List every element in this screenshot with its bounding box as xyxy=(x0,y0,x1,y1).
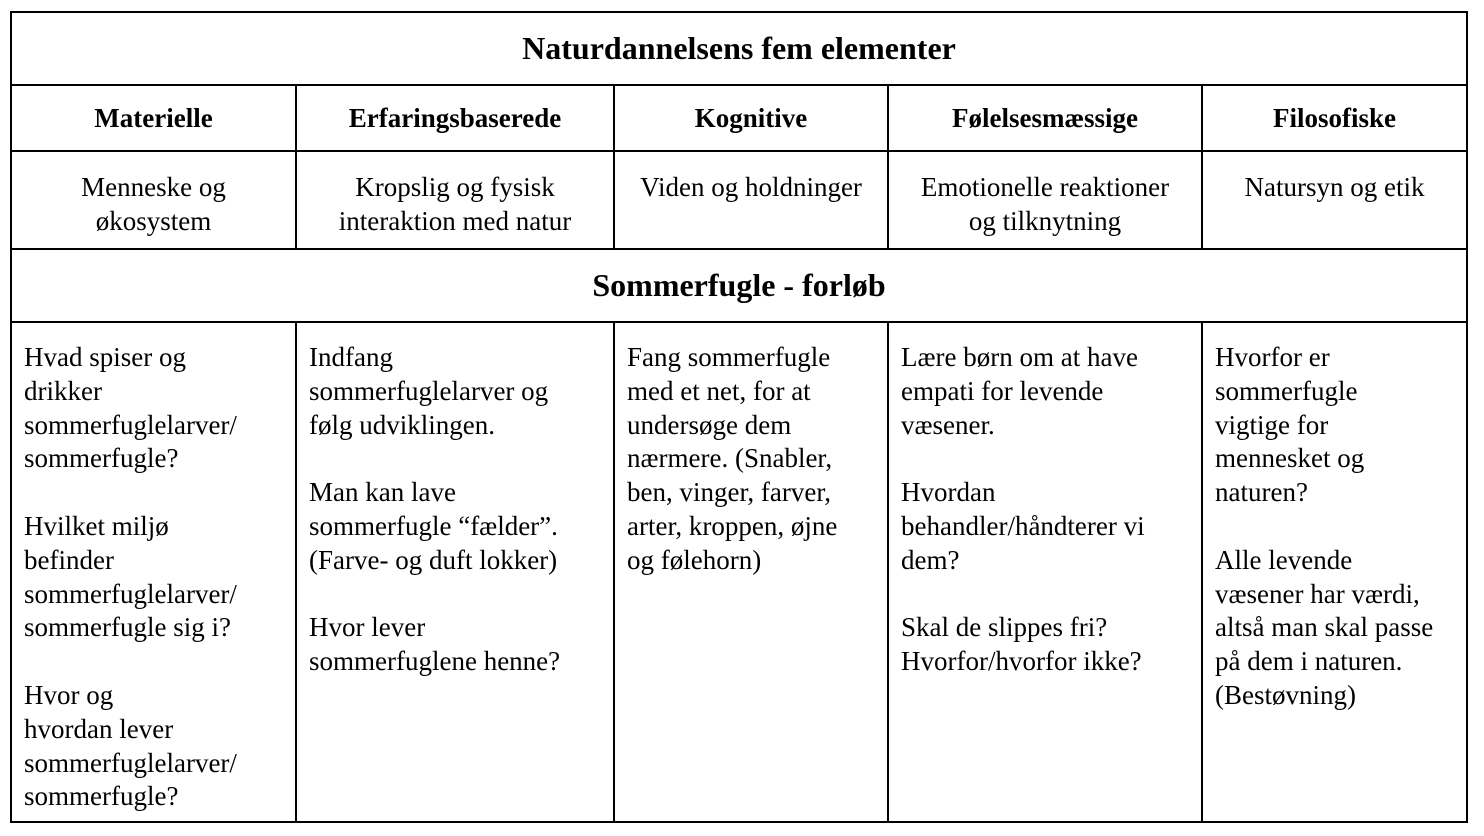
activity-text: Hvor lever sommerfuglene henne? xyxy=(309,612,561,677)
activities-cell-kognitive xyxy=(613,323,887,821)
column-description-folelsesmaessige: Emotionelle reaktioner og tilknytning xyxy=(887,152,1201,248)
description-row xyxy=(12,152,1466,250)
column-description-materielle: Menneske og økosystem xyxy=(81,172,226,236)
activity-text: Alle levende væsener har værdi, altså man skal passe på dem i naturen. (Bestøvning) xyxy=(1215,544,1434,710)
nature-education-table xyxy=(10,11,1468,823)
column-description-filosofiske: Natursyn og etik xyxy=(1201,152,1466,248)
column-heading-kognitive: Kognitive xyxy=(613,86,887,150)
activity-text: Hvad spiser og drikker sommerfuglelarver/ sommerfugle? xyxy=(24,342,237,474)
column-description-kognitive: Viden og holdninger xyxy=(613,152,887,248)
column-heading-materielle: Materielle xyxy=(94,102,213,133)
activity-text: Man kan lave sommerfugle “fælder”. (Farve- og duft lokker) xyxy=(309,477,558,575)
title-row xyxy=(12,13,1466,86)
column-heading-erfaringsbaserede: Erfaringsbaserede xyxy=(295,86,613,150)
activity-text: Hvilket miljø befinder sommerfuglelarver/ sommerfugle sig i? xyxy=(24,510,237,643)
activity-text: Fang sommerfugle med et net, for at undersøge dem nærmere. (Snabler, ben, vinger, farver, arter, kroppen, øjne og følehorn) xyxy=(627,342,838,575)
activities-cell-materielle xyxy=(12,323,295,821)
activity-text: Hvordan behandler/håndterer vi dem? xyxy=(901,477,1145,575)
table-title: Naturdannelsens fem elementer xyxy=(522,30,956,66)
activity-text: Skal de slippes fri? Hvorfor/hvorfor ikke? xyxy=(901,612,1142,677)
subtitle-row xyxy=(12,250,1466,323)
activity-text: Lære børn om at have empati for levende væsener. xyxy=(901,342,1138,440)
column-heading-folelsesmaessige: Følelsesmæssige xyxy=(887,86,1201,150)
column-description-erfaringsbaserede: Kropslig og fysisk interaktion med natur xyxy=(295,152,613,248)
activity-text: Indfang sommerfuglelarver og følg udviklingen. xyxy=(309,342,549,440)
column-heading-filosofiske: Filosofiske xyxy=(1201,86,1466,150)
activities-row xyxy=(12,323,1466,821)
activities-cell-folelsesmaessige xyxy=(887,323,1201,821)
activities-cell-filosofiske xyxy=(1201,323,1466,821)
activities-cell-erfaringsbaserede xyxy=(295,323,613,821)
activity-text: Hvorfor er sommerfugle vigtige for mennesket og naturen? xyxy=(1215,342,1365,508)
activity-text: Hvor og hvordan lever sommerfuglelarver/ sommerfugle? xyxy=(24,679,237,812)
section-subtitle: Sommerfugle - forløb xyxy=(592,267,886,303)
heading-row xyxy=(12,86,1466,152)
